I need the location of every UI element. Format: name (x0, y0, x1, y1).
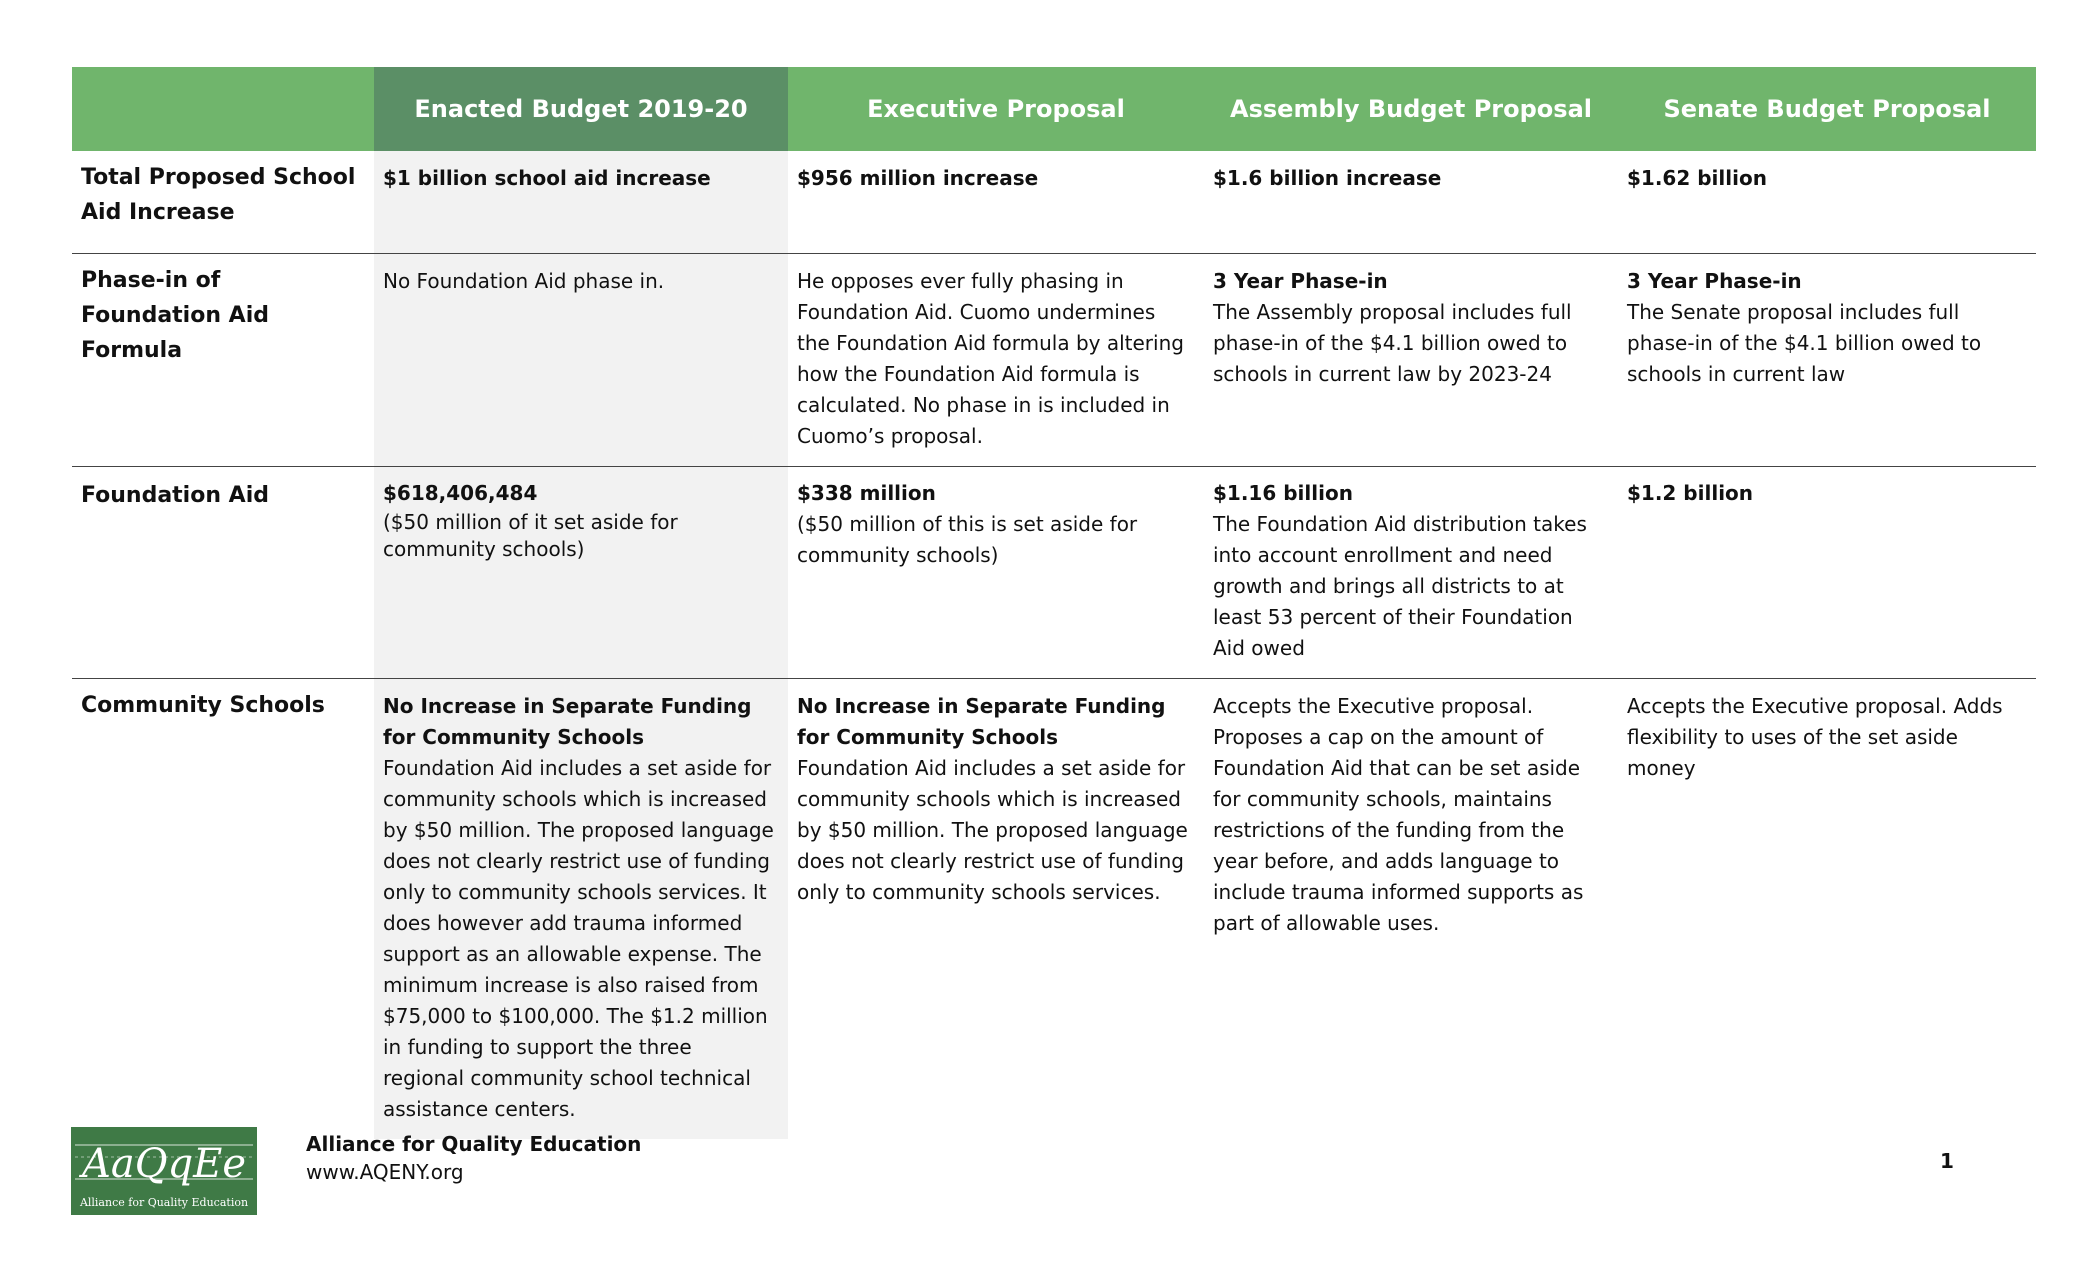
executive-cell (788, 254, 1204, 467)
cell-heading: $1.6 billion increase (1213, 166, 1442, 190)
table-row (72, 151, 2036, 254)
organization-url: www.AQENY.org (306, 1160, 464, 1184)
page-number: 1 (1940, 1149, 1954, 1173)
cell-heading: $618,406,484 (383, 481, 538, 505)
cell-heading: $1.16 billion (1213, 481, 1353, 505)
cell-text: He opposes ever fully phasing in Foundation Aid. Cuomo undermines the Foundation Aid formula by altering how the Foundation Aid formula is calculated. No phase in is included in Cuomo’s proposal. (797, 269, 1184, 448)
cell-heading: No Increase in Separate Funding for Community Schools (797, 694, 1166, 749)
row-label: Foundation Aid (72, 467, 374, 679)
senate-cell (1618, 151, 2036, 254)
senate-cell (1618, 679, 2036, 1140)
assembly-cell (1204, 151, 1618, 254)
cell-heading: 3 Year Phase-in (1627, 269, 1802, 293)
header-senate-proposal: Senate Budget Proposal (1618, 67, 2036, 151)
cell-text: Foundation Aid includes a set aside for community schools which is increased by $50 million. The proposed language does not clearly restrict use of funding only to community schools services. It does however add trauma informed support as an allowable expense. The minimum increase is also raised from $75,000 to $100,000. The $1.2 million in funding to support the three regional community school technical assistance centers. (383, 756, 774, 1121)
logo-caption: Alliance for Quality Education (79, 1196, 249, 1209)
table-header-row (72, 67, 2036, 151)
enacted-cell (374, 467, 788, 679)
row-label: Total Proposed School Aid Increase (72, 151, 374, 254)
cell-text: Accepts the Executive proposal. Adds flexibility to uses of the set aside money (1627, 694, 2003, 780)
row-label: Phase-in of Foundation Aid Formula (72, 254, 374, 467)
aqe-logo (71, 1127, 257, 1215)
header-executive-proposal: Executive Proposal (788, 67, 1204, 151)
table-row (72, 467, 2036, 679)
executive-cell (788, 467, 1204, 679)
cell-text: ($50 million of this is set aside for community schools) (797, 512, 1138, 567)
row-label: Community Schools (81, 693, 325, 718)
cell-heading: $1 billion school aid increase (383, 166, 711, 190)
cell-text: The Senate proposal includes full phase-in of the $4.1 billion owed to schools in current law (1627, 300, 1982, 386)
cell-text: Accepts the Executive proposal. Proposes a cap on the amount of Foundation Aid that can be set aside for community schools, maintains restrictions of the funding from the year before, and adds language to include trauma informed supports as part of allowable uses. (1213, 694, 1584, 935)
cell-text: No Foundation Aid phase in. (383, 269, 665, 293)
enacted-cell (374, 151, 788, 254)
table-row (72, 254, 2036, 467)
cell-text: The Assembly proposal includes full phase-in of the $4.1 billion owed to schools in current law by 2023-24 (1213, 300, 1572, 386)
cell-heading: $956 million increase (797, 166, 1039, 190)
header-assembly-proposal: Assembly Budget Proposal (1204, 67, 1618, 151)
cell-text: Foundation Aid includes a set aside for community schools which is increased by $50 million. The proposed language does not clearly restrict use of funding only to community schools services. (797, 756, 1188, 904)
cell-heading: $1.2 billion (1627, 481, 1754, 505)
cell-heading: 3 Year Phase-in (1213, 269, 1388, 293)
header-label-column (72, 67, 374, 151)
enacted-cell (374, 679, 788, 1140)
senate-cell (1618, 467, 2036, 679)
assembly-cell (1204, 679, 1618, 1140)
assembly-cell (1204, 467, 1618, 679)
header-enacted-budget: Enacted Budget 2019-20 (374, 67, 788, 151)
executive-cell (788, 679, 1204, 1140)
cell-text: The Foundation Aid distribution takes into account enrollment and need growth and brings all districts to at least 53 percent of their Foundation Aid owed (1213, 512, 1587, 660)
budget-comparison-table (72, 67, 2036, 1139)
senate-cell (1618, 254, 2036, 467)
aqe-logo-image (71, 1127, 257, 1215)
executive-cell (788, 151, 1204, 254)
cell-heading: $338 million (797, 481, 936, 505)
organization-name: Alliance for Quality Education (306, 1132, 642, 1156)
cell-heading: $1.62 billion (1627, 166, 1767, 190)
logo-lettering: AaQqEe (81, 1141, 247, 1187)
cell-heading: No Increase in Separate Funding for Community Schools (383, 694, 752, 749)
organization-info (306, 1130, 641, 1186)
table-row (72, 679, 2036, 1140)
enacted-cell (374, 254, 788, 467)
cell-text: ($50 million of it set aside for community schools) (383, 510, 678, 561)
assembly-cell (1204, 254, 1618, 467)
